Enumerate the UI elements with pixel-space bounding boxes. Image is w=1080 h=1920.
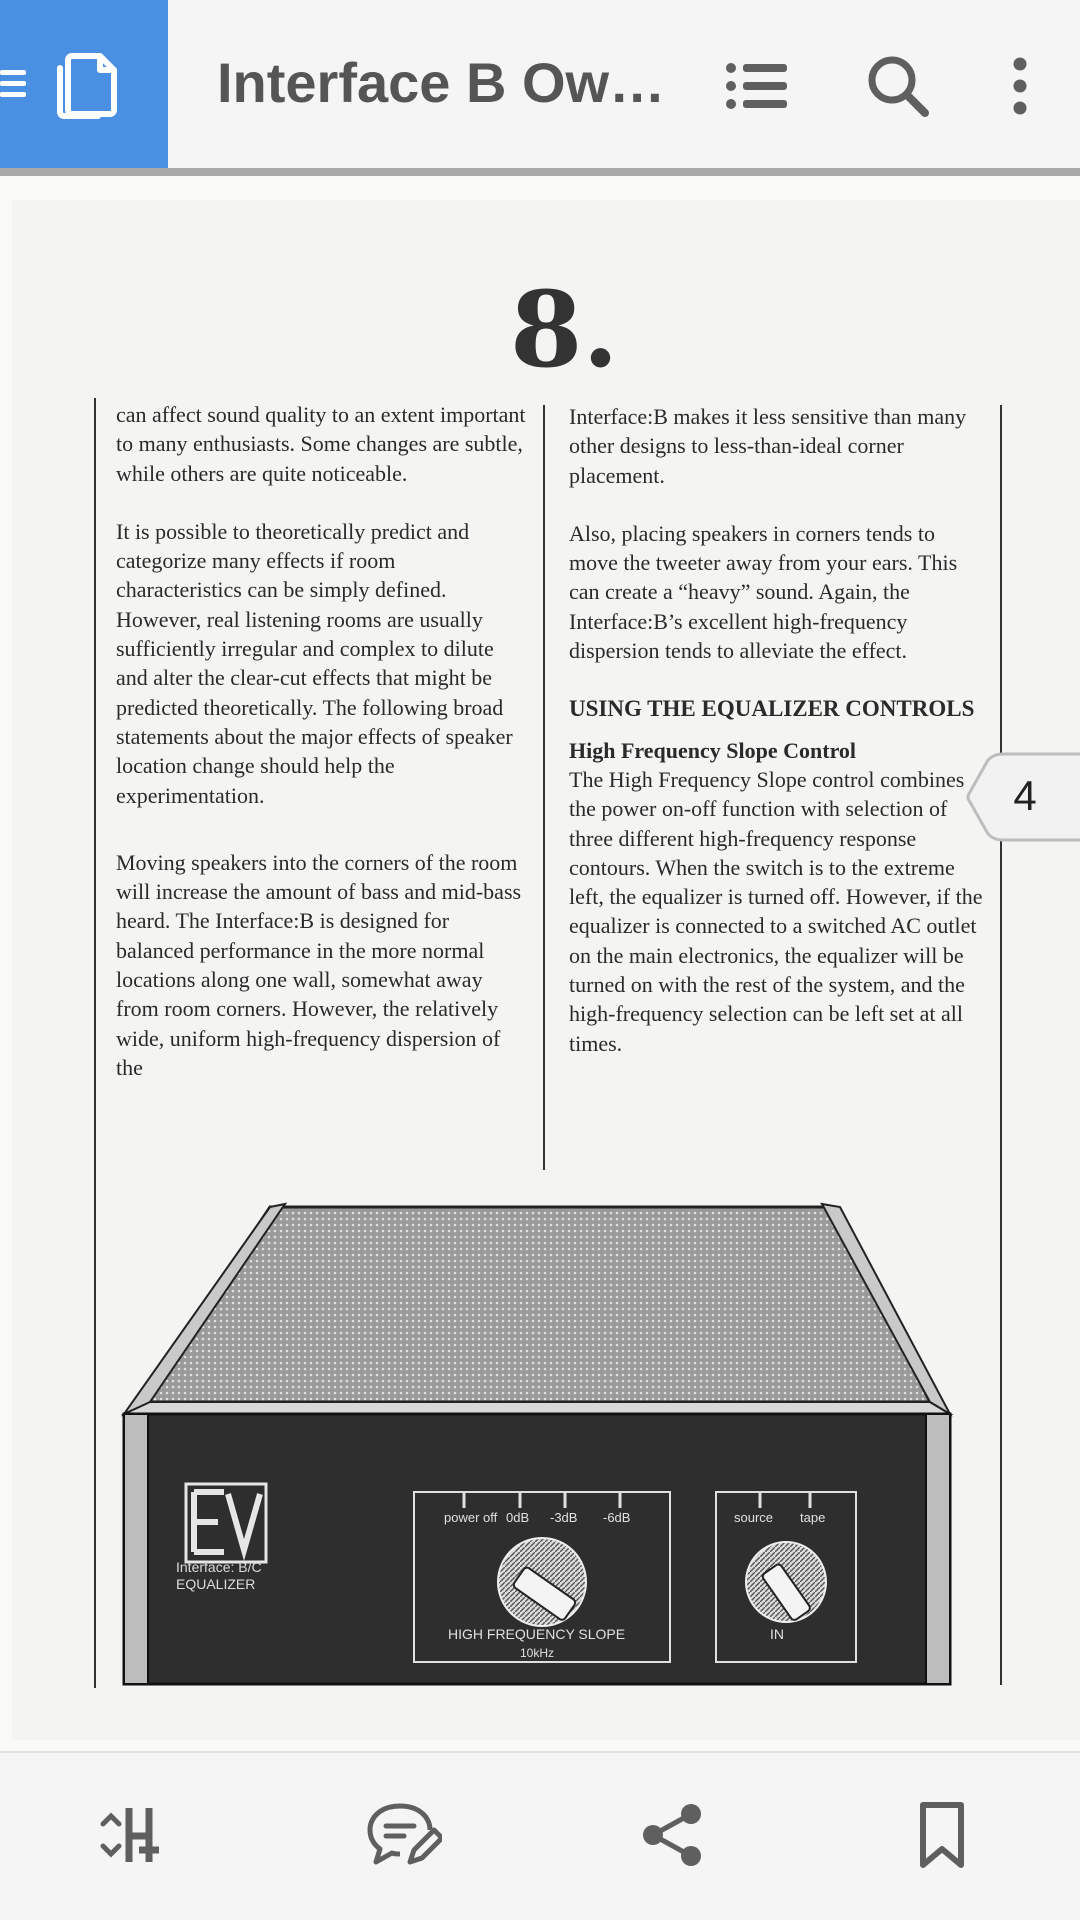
right-border-line (1000, 405, 1002, 1685)
share-icon (641, 1802, 703, 1868)
list-button[interactable] (716, 46, 796, 126)
right-paragraph-2: Also, placing speakers in corners tends to move the tweeter away from your ears. This can create a “heavy” sound. Again, the Interface:B’s excellent high-frequency dispersion tends to alleviate the effect. (569, 520, 958, 664)
column-divider-line (543, 405, 545, 1170)
search-icon (867, 55, 929, 117)
right-text-column (569, 402, 987, 1087)
page-number: 8. (510, 268, 619, 391)
hf-position-power-off: power off (444, 1510, 498, 1525)
top-app-bar (0, 0, 1080, 168)
page-indicator-label: 4 (1013, 772, 1037, 819)
bottom-toolbar (0, 1751, 1080, 1920)
brand-label-2: EQUALIZER (176, 1576, 256, 1592)
right-paragraph-1: Interface:B makes it less sensitive than many other designs to less-than-ideal corner placement. (569, 404, 967, 488)
menu-icon (0, 70, 26, 96)
copy-document-icon (52, 48, 118, 120)
brand-label-1: Interface: B/C (176, 1559, 262, 1575)
hf-slope-label: HIGH FREQUENCY SLOPE (448, 1626, 626, 1642)
left-paragraph-3: Moving speakers into the corners of the room will increase the amount of bass and mid-bass heard. The Interface:B is designed for balanced performance in the more normal locations along one wall, somewhat away from room corners. However, the relatively wide, uniform high-frequency dispersion of the (116, 849, 522, 1080)
hf-position-minus3db: -3dB (550, 1510, 578, 1525)
input-label: IN (770, 1626, 784, 1642)
bookmark-button[interactable] (900, 1793, 984, 1877)
share-button[interactable] (630, 1793, 714, 1877)
document-menu-button[interactable] (0, 0, 168, 168)
list-icon (725, 60, 787, 112)
hf-position-minus6db: -6dB (603, 1510, 631, 1525)
app-bar-divider (0, 168, 1080, 176)
left-border-line (94, 398, 96, 1688)
right-paragraph-3: The High Frequency Slope control combines the power on-off function with selection of three different high-frequency response contours. When the switch is to the extreme left, the equalizer is turned off. However, if the equalizer is connected to a switched AC outlet on the main electronics, the equalizer will be turned on with the rest of the system, and the high-frequency selection can be left set at all times. (569, 766, 983, 1056)
hf-slope-sublabel: 10kHz (520, 1646, 555, 1660)
more-vert-icon (1012, 56, 1028, 116)
comment-icon (366, 1800, 442, 1870)
equalizer-illustration (110, 1192, 990, 1692)
left-paragraph-2: It is possible to theoretically predict and categorize many effects if room characteristics can be simply defined. However, real listening rooms are usually sufficiently irregular and complex to dilute and alter the clear-cut effects that might be predicted theoretically. The following broad statements about the major effects of speaker location change should help the experimentation. (116, 518, 513, 808)
document-title: Interface B Ow… (217, 51, 666, 114)
comment-button[interactable] (362, 1793, 446, 1877)
section-subheading: High Frequency Slope Control (569, 737, 857, 763)
tape-position-label: tape (800, 1510, 826, 1525)
source-position-label: source (734, 1510, 774, 1525)
crop-pages-icon (97, 1800, 167, 1870)
section-heading: USING THE EQUALIZER CONTROLS (569, 696, 975, 722)
search-button[interactable] (858, 46, 938, 126)
hf-position-0db: 0dB (506, 1510, 530, 1525)
left-text-column (116, 400, 526, 1111)
more-options-button[interactable] (980, 46, 1060, 126)
crop-pages-button[interactable] (90, 1793, 174, 1877)
left-paragraph-1: can affect sound quality to an extent important to many enthusiasts. Some changes are subtle, while others are quite noticeable. (116, 402, 526, 486)
bookmark-icon (918, 1801, 966, 1869)
